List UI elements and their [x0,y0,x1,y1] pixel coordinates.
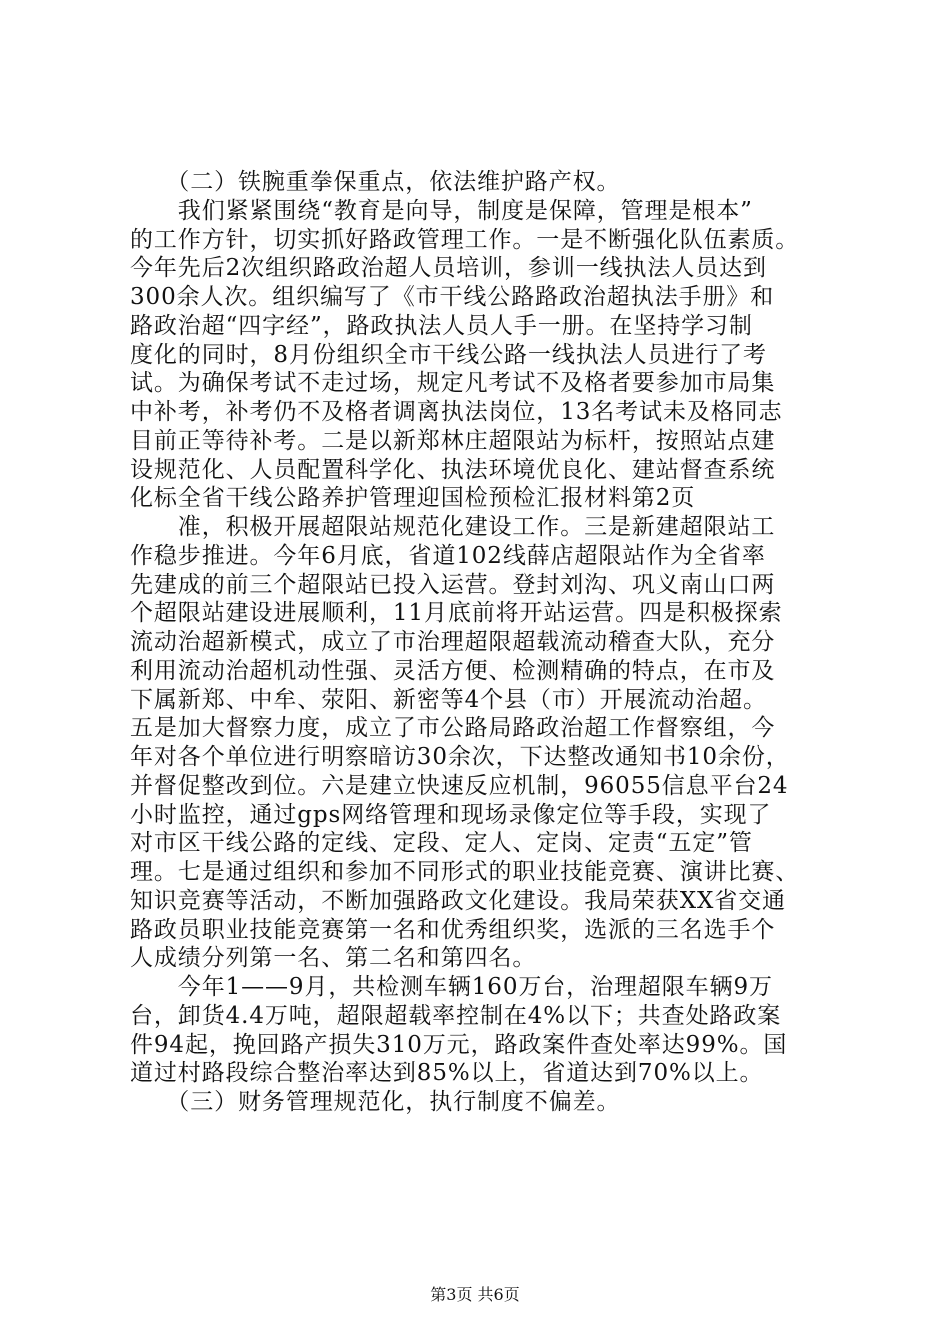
text-line: 并督促整改到位。六是建立快速反应机制，96055信息平台24 [130,772,789,799]
text-line: 今年1——9月，共检测车辆160万台，治理超限车辆9万 [130,974,773,1000]
text-line: 年对各个单位进行明察暗访30余次，下达整改通知书10余份， [130,744,790,770]
text-line: 理。七是通过组织和参加不同形式的职业技能竞赛、演讲比赛、 [130,859,800,885]
text-line: 目前正等待补考。二是以新郑林庄超限站为标杆，按照站点建 [130,427,776,454]
text-line: 300余人次。组织编写了《市干线公路路政治超执法手册》和 [130,284,775,310]
text-line: 中补考，补考仍不及格者调离执法岗位，13名考试未及格同志 [130,399,783,425]
text-line: 今年先后2次组织路政治超人员培训，参训一线执法人员达到 [130,255,767,282]
text-line: 作稳步推进。今年6月底，省道102线薛店超限站作为全省率 [130,542,766,569]
text-line: 流动治超新模式，成立了市治理超限超载流动稽查大队，充分 [130,629,776,655]
text-line: 个超限站建设进展顺利，11月底前将开站运营。四是积极探索 [130,600,783,627]
text-line: 试。为确保考试不走过场，规定凡考试不及格者要参加市局集 [130,370,776,397]
text-line: （二）铁腕重拳保重点，依法维护路产权。 [130,169,621,195]
text-line: 件94起，挽回路产损失310万元，路政案件查处率达99%。国 [130,1031,788,1058]
text-line: 人成绩分列第一名、第二名和第四名。 [130,945,537,972]
text-line: 五是加大督察力度，成立了市公路局路政治超工作督察组，今 [130,715,776,742]
text-line: 我们紧紧围绕“教育是向导，制度是保障，管理是根本” [130,197,753,224]
text-line: 度化的同时，8月份组织全市干线公路一线执法人员进行了考 [130,341,767,368]
text-line: 利用流动治超机动性强、灵活方便、检测精确的特点，在市及 [130,657,776,684]
document-body [130,168,830,1117]
text-line: 路政治超“四字经”，路政执法人员人手一册。在坚持学习制 [130,312,753,339]
text-line: 小时监控，通过gps网络管理和现场录像定位等手段，实现了 [130,801,772,828]
text-line: 道过村路段综合整治率达到85%以上，省道达到70%以上。 [130,1060,764,1087]
text-line: 台，卸货4.4万吨，超限超载率控制在4%以下；共查处路政案 [130,1002,782,1029]
text-line: 的工作方针，切实抓好路政管理工作。一是不断强化队伍素质。 [130,226,800,253]
text-line: 下属新郑、中牟、荥阳、新密等4个县（市）开展流动治超。 [130,686,767,713]
text-line: 知识竞赛等活动，不断加强路政文化建设。我局荣获XX省交通 [130,887,786,914]
page-footer: 第3页 共6页 [430,1285,520,1304]
text-line: 设规范化、人员配置科学化、执法环境优良化、建站督查系统 [130,456,776,483]
text-line: （三）财务管理规范化，执行制度不偏差。 [130,1089,621,1115]
text-line: 准，积极开展超限站规范化建设工作。三是新建超限站工 [130,514,776,540]
text-line: 对市区干线公路的定线、定段、定人、定岗、定责“五定”管 [130,830,753,857]
text-line: 化标全省干线公路养护管理迎国检预检汇报材料第2页 [130,485,696,512]
text-line: 先建成的前三个超限站已投入运营。登封刘沟、巩义南山口两 [130,571,776,598]
text-line: 路政员职业技能竞赛第一名和优秀组织奖，选派的三名选手个 [130,916,776,943]
